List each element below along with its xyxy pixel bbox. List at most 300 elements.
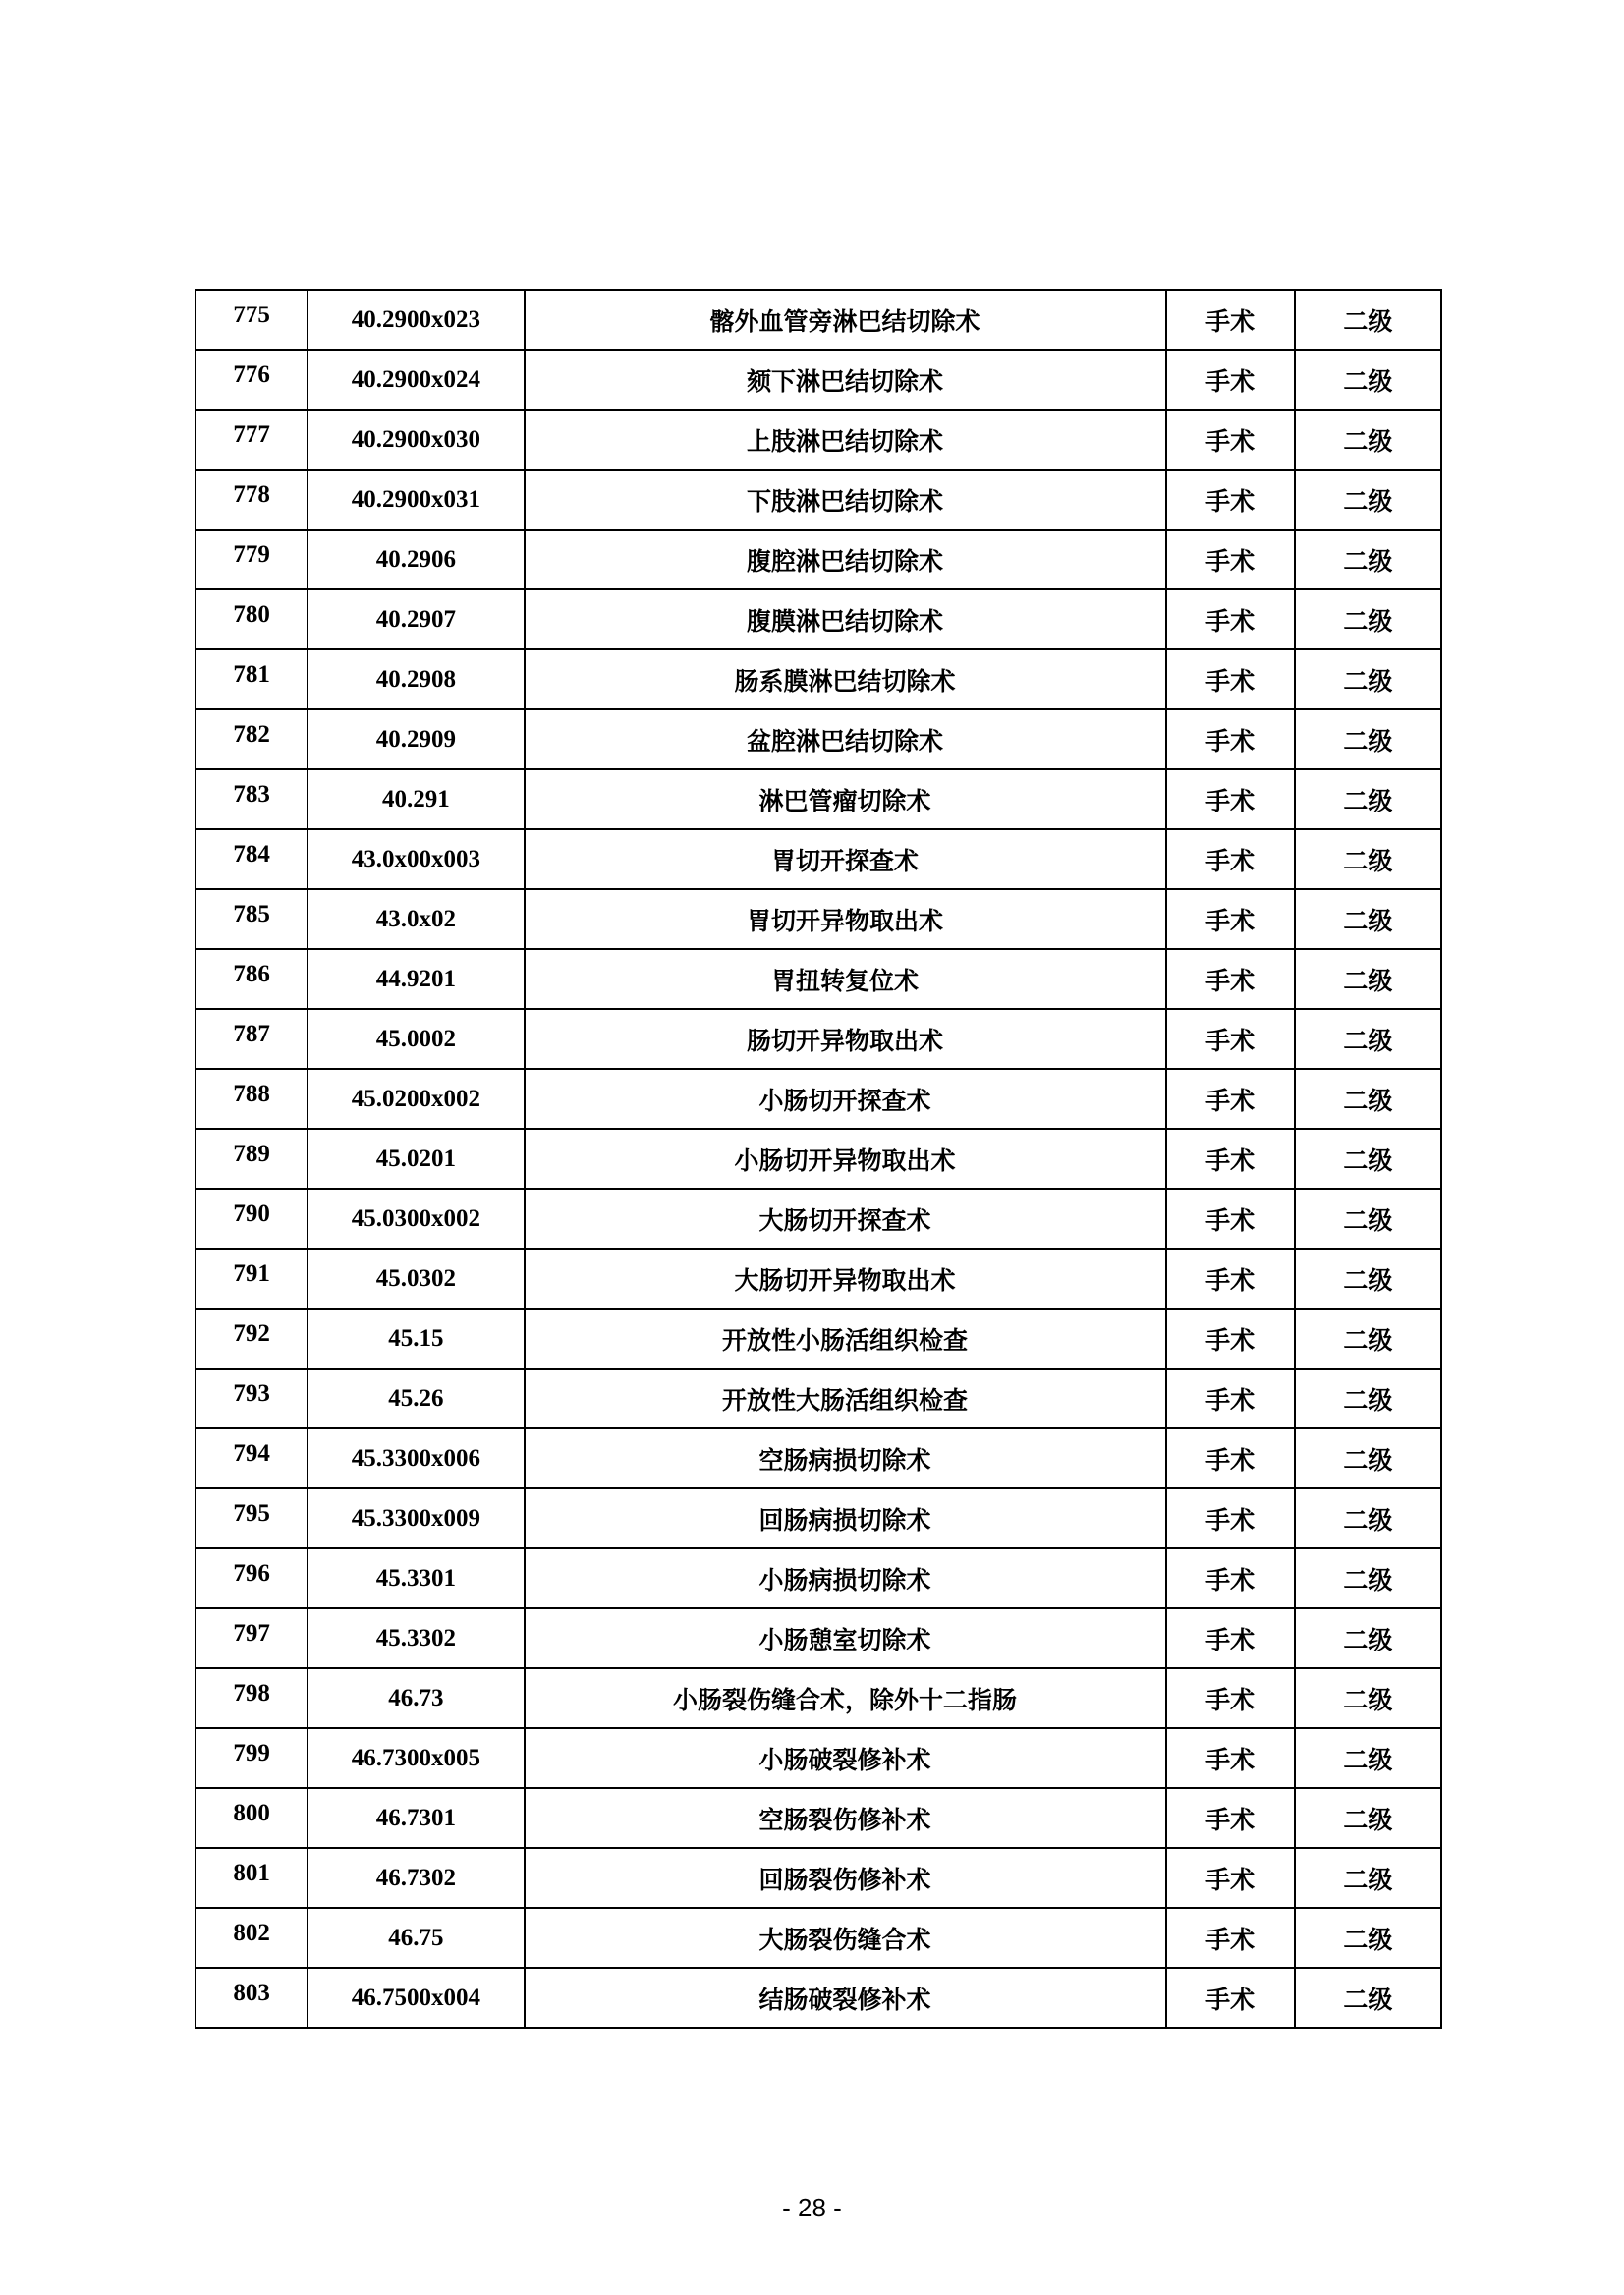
procedure-code-text: 46.75 — [388, 1924, 444, 1951]
procedure-level-cell — [1295, 1129, 1441, 1189]
table-row — [196, 829, 1441, 889]
procedure-level-text: 二级 — [1343, 786, 1393, 815]
procedure-code-cell — [308, 1309, 524, 1369]
row-number-text: 786 — [233, 960, 270, 987]
row-number-text: 780 — [233, 600, 270, 628]
procedure-name-text: 小肠病损切除术 — [758, 1565, 931, 1595]
procedure-level-text: 二级 — [1343, 1086, 1393, 1115]
procedure-level-cell — [1295, 1548, 1441, 1608]
row-number-text: 793 — [233, 1379, 270, 1407]
procedure-name-cell — [525, 589, 1166, 649]
procedure-level-text: 二级 — [1343, 1445, 1393, 1475]
procedure-type-cell — [1166, 1908, 1295, 1968]
procedure-code-cell — [308, 410, 524, 470]
table-row — [196, 290, 1441, 350]
procedure-code-text: 46.7500x004 — [351, 1984, 480, 2011]
procedure-type-text: 手术 — [1205, 1445, 1256, 1475]
procedure-type-text: 手术 — [1205, 1325, 1256, 1355]
procedure-code-cell — [308, 1428, 524, 1488]
table-row — [196, 889, 1441, 949]
procedure-name-cell — [525, 350, 1166, 410]
procedure-name-text: 上肢淋巴结切除术 — [747, 426, 944, 456]
procedure-code-cell — [308, 889, 524, 949]
procedure-type-cell — [1166, 1249, 1295, 1309]
procedure-level-text: 二级 — [1343, 1385, 1393, 1415]
table-row — [196, 1309, 1441, 1369]
procedure-type-text: 手术 — [1205, 1865, 1256, 1894]
procedure-name-text: 小肠破裂修补术 — [758, 1745, 931, 1774]
row-number-cell — [196, 530, 308, 589]
procedure-type-cell — [1166, 649, 1295, 709]
procedure-name-cell — [525, 1309, 1166, 1369]
row-number-cell — [196, 1189, 308, 1249]
procedure-name-text: 小肠切开探查术 — [758, 1086, 931, 1115]
row-number-text: 785 — [233, 900, 270, 927]
procedure-type-cell — [1166, 530, 1295, 589]
procedure-name-cell — [525, 1129, 1166, 1189]
procedure-level-cell — [1295, 1728, 1441, 1788]
row-number-cell — [196, 470, 308, 530]
row-number-text: 801 — [233, 1859, 270, 1886]
procedure-code-text: 40.2909 — [375, 725, 456, 753]
procedure-code-cell — [308, 530, 524, 589]
procedure-level-cell — [1295, 1848, 1441, 1908]
procedure-type-cell — [1166, 589, 1295, 649]
procedure-code-text: 46.73 — [388, 1684, 444, 1711]
procedure-code-text: 40.2900x030 — [351, 425, 480, 453]
procedure-code-text: 45.15 — [388, 1324, 444, 1352]
procedure-name-text: 胃切开异物取出术 — [747, 906, 944, 935]
row-number-text: 795 — [233, 1499, 270, 1527]
procedure-code-cell — [308, 290, 524, 350]
procedure-code-cell — [308, 1848, 524, 1908]
procedure-level-cell — [1295, 1608, 1441, 1668]
procedure-type-cell — [1166, 1309, 1295, 1369]
row-number-text: 792 — [233, 1319, 270, 1347]
procedure-code-cell — [308, 1608, 524, 1668]
procedure-name-cell — [525, 1668, 1166, 1728]
procedure-code-text: 43.0x02 — [375, 905, 456, 932]
row-number-text: 781 — [233, 660, 270, 688]
row-number-text: 775 — [233, 301, 270, 328]
procedure-table — [195, 289, 1442, 2029]
procedure-code-text: 45.0002 — [375, 1025, 456, 1052]
procedure-code-text: 45.3301 — [375, 1564, 456, 1592]
row-number-cell — [196, 1369, 308, 1428]
row-number-cell — [196, 1009, 308, 1069]
procedure-type-cell — [1166, 709, 1295, 769]
procedure-level-cell — [1295, 410, 1441, 470]
procedure-code-cell — [308, 1009, 524, 1069]
row-number-text: 776 — [233, 361, 270, 388]
table-row — [196, 1009, 1441, 1069]
procedure-name-cell — [525, 530, 1166, 589]
procedure-level-text: 二级 — [1343, 1865, 1393, 1894]
procedure-level-cell — [1295, 1668, 1441, 1728]
procedure-name-text: 小肠切开异物取出术 — [734, 1146, 956, 1175]
table-row — [196, 649, 1441, 709]
row-number-cell — [196, 829, 308, 889]
row-number-cell — [196, 350, 308, 410]
procedure-name-text: 腹腔淋巴结切除术 — [747, 546, 944, 576]
procedure-level-text: 二级 — [1343, 1925, 1393, 1954]
table-row — [196, 1488, 1441, 1548]
row-number-text: 779 — [233, 540, 270, 568]
procedure-level-cell — [1295, 1968, 1441, 2028]
procedure-level-cell — [1295, 470, 1441, 530]
procedure-level-text: 二级 — [1343, 606, 1393, 636]
procedure-name-cell — [525, 1369, 1166, 1428]
procedure-code-text: 40.2908 — [375, 665, 456, 693]
procedure-type-text: 手术 — [1205, 426, 1256, 456]
procedure-type-cell — [1166, 1009, 1295, 1069]
procedure-name-text: 开放性小肠活组织检查 — [722, 1325, 969, 1355]
procedure-name-text: 下肢淋巴结切除术 — [747, 486, 944, 516]
procedure-type-text: 手术 — [1205, 1505, 1256, 1535]
row-number-cell — [196, 1728, 308, 1788]
row-number-text: 789 — [233, 1140, 270, 1167]
procedure-name-text: 肠系膜淋巴结切除术 — [734, 666, 956, 696]
procedure-name-cell — [525, 470, 1166, 530]
procedure-name-cell — [525, 1488, 1166, 1548]
procedure-level-text: 二级 — [1343, 1625, 1393, 1654]
table-row — [196, 1728, 1441, 1788]
procedure-code-text: 45.3302 — [375, 1624, 456, 1651]
procedure-code-text: 40.2900x031 — [351, 485, 480, 513]
procedure-level-text: 二级 — [1343, 1565, 1393, 1595]
procedure-type-cell — [1166, 1548, 1295, 1608]
row-number-cell — [196, 1968, 308, 2028]
procedure-level-text: 二级 — [1343, 1985, 1393, 2014]
row-number-text: 800 — [233, 1799, 270, 1826]
table-row — [196, 1968, 1441, 2028]
procedure-type-cell — [1166, 1848, 1295, 1908]
procedure-name-cell — [525, 1249, 1166, 1309]
procedure-code-text: 45.26 — [388, 1384, 444, 1412]
procedure-name-cell — [525, 709, 1166, 769]
procedure-code-cell — [308, 350, 524, 410]
procedure-code-cell — [308, 1668, 524, 1728]
procedure-name-text: 小肠裂伤缝合术，除外十二指肠 — [673, 1685, 1018, 1714]
procedure-code-cell — [308, 709, 524, 769]
procedure-name-cell — [525, 1728, 1166, 1788]
procedure-type-text: 手术 — [1205, 1925, 1256, 1954]
row-number-cell — [196, 1668, 308, 1728]
procedure-name-text: 胃切开探查术 — [771, 846, 920, 875]
procedure-code-cell — [308, 1069, 524, 1129]
table-row — [196, 1129, 1441, 1189]
row-number-cell — [196, 1488, 308, 1548]
procedure-name-text: 盆腔淋巴结切除术 — [747, 726, 944, 756]
row-number-text: 791 — [233, 1259, 270, 1287]
procedure-code-cell — [308, 769, 524, 829]
row-number-text: 802 — [233, 1919, 270, 1946]
procedure-type-text: 手术 — [1205, 1985, 1256, 2014]
table-row — [196, 1249, 1441, 1309]
procedure-table-body — [196, 290, 1441, 2028]
row-number-cell — [196, 1129, 308, 1189]
procedure-name-text: 回肠裂伤修补术 — [758, 1865, 931, 1894]
procedure-level-text: 二级 — [1343, 1325, 1393, 1355]
procedure-type-text: 手术 — [1205, 1385, 1256, 1415]
procedure-code-text: 45.0302 — [375, 1264, 456, 1292]
table-row — [196, 1069, 1441, 1129]
procedure-level-text: 二级 — [1343, 1505, 1393, 1535]
row-number-text: 782 — [233, 720, 270, 748]
procedure-type-cell — [1166, 1129, 1295, 1189]
procedure-type-text: 手术 — [1205, 726, 1256, 756]
procedure-level-cell — [1295, 530, 1441, 589]
procedure-type-cell — [1166, 1728, 1295, 1788]
procedure-code-cell — [308, 1968, 524, 2028]
page-number: - 28 - — [782, 2193, 842, 2222]
row-number-text: 788 — [233, 1080, 270, 1107]
procedure-name-cell — [525, 1069, 1166, 1129]
table-row — [196, 589, 1441, 649]
row-number-cell — [196, 1548, 308, 1608]
procedure-type-text: 手术 — [1205, 1205, 1256, 1235]
procedure-code-text: 45.3300x009 — [351, 1504, 480, 1532]
table-row — [196, 1428, 1441, 1488]
procedure-name-cell — [525, 769, 1166, 829]
table-row — [196, 1908, 1441, 1968]
procedure-code-text: 40.2900x024 — [351, 365, 480, 393]
procedure-level-text: 二级 — [1343, 966, 1393, 995]
procedure-code-text: 45.0300x002 — [351, 1204, 480, 1232]
table-row — [196, 709, 1441, 769]
procedure-code-cell — [308, 1908, 524, 1968]
procedure-type-text: 手术 — [1205, 1805, 1256, 1834]
procedure-code-cell — [308, 649, 524, 709]
procedure-type-cell — [1166, 470, 1295, 530]
procedure-code-text: 45.0200x002 — [351, 1085, 480, 1112]
procedure-code-cell — [308, 1189, 524, 1249]
procedure-name-text: 回肠病损切除术 — [758, 1505, 931, 1535]
procedure-type-cell — [1166, 1968, 1295, 2028]
procedure-code-cell — [308, 1488, 524, 1548]
procedure-level-cell — [1295, 1069, 1441, 1129]
procedure-level-text: 二级 — [1343, 1265, 1393, 1295]
table-row — [196, 949, 1441, 1009]
procedure-type-text: 手术 — [1205, 1146, 1256, 1175]
row-number-cell — [196, 889, 308, 949]
procedure-code-text: 44.9201 — [375, 965, 456, 992]
procedure-type-text: 手术 — [1205, 1745, 1256, 1774]
procedure-level-cell — [1295, 889, 1441, 949]
procedure-level-text: 二级 — [1343, 426, 1393, 456]
procedure-type-cell — [1166, 829, 1295, 889]
procedure-name-text: 结肠破裂修补术 — [758, 1985, 931, 2014]
procedure-code-cell — [308, 470, 524, 530]
procedure-type-cell — [1166, 769, 1295, 829]
procedure-type-text: 手术 — [1205, 1086, 1256, 1115]
procedure-level-cell — [1295, 1369, 1441, 1428]
procedure-name-cell — [525, 649, 1166, 709]
table-row — [196, 410, 1441, 470]
procedure-level-cell — [1295, 290, 1441, 350]
table-row — [196, 350, 1441, 410]
procedure-name-cell — [525, 1189, 1166, 1249]
procedure-type-cell — [1166, 1369, 1295, 1428]
procedure-type-cell — [1166, 1069, 1295, 1129]
procedure-code-text: 46.7301 — [375, 1804, 456, 1831]
procedure-level-text: 二级 — [1343, 546, 1393, 576]
procedure-type-text: 手术 — [1205, 906, 1256, 935]
procedure-level-cell — [1295, 1309, 1441, 1369]
procedure-type-text: 手术 — [1205, 786, 1256, 815]
row-number-text: 799 — [233, 1739, 270, 1766]
procedure-code-text: 45.3300x006 — [351, 1444, 480, 1472]
procedure-name-text: 颏下淋巴结切除术 — [747, 366, 944, 396]
procedure-type-text: 手术 — [1205, 486, 1256, 516]
procedure-type-cell — [1166, 1189, 1295, 1249]
procedure-code-cell — [308, 1548, 524, 1608]
procedure-level-cell — [1295, 769, 1441, 829]
procedure-code-text: 40.291 — [381, 785, 450, 812]
row-number-text: 796 — [233, 1559, 270, 1587]
row-number-text: 777 — [233, 420, 270, 448]
procedure-name-text: 胃扭转复位术 — [771, 966, 920, 995]
procedure-type-cell — [1166, 1608, 1295, 1668]
row-number-text: 790 — [233, 1200, 270, 1227]
procedure-type-cell — [1166, 1788, 1295, 1848]
procedure-name-text: 开放性大肠活组织检查 — [722, 1385, 969, 1415]
row-number-text: 778 — [233, 480, 270, 508]
procedure-level-cell — [1295, 1908, 1441, 1968]
procedure-name-text: 髂外血管旁淋巴结切除术 — [709, 307, 980, 336]
procedure-code-text: 45.0201 — [375, 1145, 456, 1172]
procedure-code-cell — [308, 1249, 524, 1309]
procedure-type-text: 手术 — [1205, 307, 1256, 336]
procedure-type-text: 手术 — [1205, 1685, 1256, 1714]
row-number-cell — [196, 769, 308, 829]
procedure-name-cell — [525, 1608, 1166, 1668]
procedure-level-text: 二级 — [1343, 486, 1393, 516]
procedure-code-cell — [308, 589, 524, 649]
procedure-name-cell — [525, 1428, 1166, 1488]
procedure-type-cell — [1166, 410, 1295, 470]
table-row — [196, 1668, 1441, 1728]
procedure-type-cell — [1166, 1428, 1295, 1488]
procedure-name-cell — [525, 290, 1166, 350]
procedure-name-cell — [525, 1009, 1166, 1069]
procedure-code-cell — [308, 829, 524, 889]
table-row — [196, 1848, 1441, 1908]
procedure-type-cell — [1166, 350, 1295, 410]
row-number-cell — [196, 1249, 308, 1309]
row-number-text: 797 — [233, 1619, 270, 1647]
procedure-level-cell — [1295, 589, 1441, 649]
procedure-level-cell — [1295, 1249, 1441, 1309]
procedure-type-text: 手术 — [1205, 606, 1256, 636]
procedure-level-text: 二级 — [1343, 906, 1393, 935]
procedure-level-text: 二级 — [1343, 1745, 1393, 1774]
procedure-name-text: 肠切开异物取出术 — [747, 1026, 944, 1055]
procedure-level-cell — [1295, 949, 1441, 1009]
table-row — [196, 769, 1441, 829]
row-number-text: 794 — [233, 1439, 270, 1467]
procedure-type-cell — [1166, 949, 1295, 1009]
procedure-level-text: 二级 — [1343, 366, 1393, 396]
row-number-text: 783 — [233, 780, 270, 808]
procedure-level-cell — [1295, 1189, 1441, 1249]
procedure-name-text: 大肠切开探查术 — [758, 1205, 931, 1235]
procedure-type-text: 手术 — [1205, 666, 1256, 696]
row-number-text: 784 — [233, 840, 270, 868]
procedure-level-text: 二级 — [1343, 1685, 1393, 1714]
procedure-level-cell — [1295, 1009, 1441, 1069]
procedure-code-cell — [308, 1129, 524, 1189]
procedure-level-cell — [1295, 350, 1441, 410]
procedure-type-text: 手术 — [1205, 846, 1256, 875]
procedure-name-text: 小肠憩室切除术 — [758, 1625, 931, 1654]
procedure-type-text: 手术 — [1205, 1625, 1256, 1654]
procedure-code-text: 40.2907 — [375, 605, 456, 633]
procedure-name-text: 大肠裂伤缝合术 — [758, 1925, 931, 1954]
procedure-level-text: 二级 — [1343, 307, 1393, 336]
row-number-cell — [196, 589, 308, 649]
procedure-type-cell — [1166, 1668, 1295, 1728]
row-number-cell — [196, 290, 308, 350]
row-number-cell — [196, 1069, 308, 1129]
procedure-level-text: 二级 — [1343, 1205, 1393, 1235]
procedure-level-text: 二级 — [1343, 1805, 1393, 1834]
procedure-type-cell — [1166, 290, 1295, 350]
procedure-type-text: 手术 — [1205, 1565, 1256, 1595]
procedure-code-cell — [308, 1728, 524, 1788]
row-number-cell — [196, 1848, 308, 1908]
procedure-type-text: 手术 — [1205, 1026, 1256, 1055]
row-number-cell — [196, 1608, 308, 1668]
procedure-level-cell — [1295, 829, 1441, 889]
procedure-code-text: 40.2900x023 — [351, 306, 480, 333]
row-number-cell — [196, 1428, 308, 1488]
table-row — [196, 470, 1441, 530]
procedure-type-text: 手术 — [1205, 1265, 1256, 1295]
procedure-level-text: 二级 — [1343, 1146, 1393, 1175]
procedure-name-text: 空肠病损切除术 — [758, 1445, 931, 1475]
row-number-cell — [196, 1788, 308, 1848]
table-row — [196, 1788, 1441, 1848]
row-number-cell — [196, 709, 308, 769]
procedure-name-cell — [525, 410, 1166, 470]
procedure-name-cell — [525, 1788, 1166, 1848]
row-number-cell — [196, 1309, 308, 1369]
row-number-cell — [196, 410, 308, 470]
procedure-level-text: 二级 — [1343, 666, 1393, 696]
procedure-name-cell — [525, 889, 1166, 949]
row-number-cell — [196, 649, 308, 709]
procedure-level-text: 二级 — [1343, 1026, 1393, 1055]
procedure-name-cell — [525, 1548, 1166, 1608]
row-number-cell — [196, 1908, 308, 1968]
procedure-name-cell — [525, 1848, 1166, 1908]
table-row — [196, 1608, 1441, 1668]
procedure-name-cell — [525, 829, 1166, 889]
procedure-level-text: 二级 — [1343, 726, 1393, 756]
procedure-type-cell — [1166, 1488, 1295, 1548]
row-number-text: 798 — [233, 1679, 270, 1707]
table-row — [196, 1548, 1441, 1608]
procedure-type-text: 手术 — [1205, 546, 1256, 576]
table-row — [196, 1189, 1441, 1249]
procedure-code-text: 46.7300x005 — [351, 1744, 480, 1771]
procedure-name-text: 空肠裂伤修补术 — [758, 1805, 931, 1834]
procedure-code-cell — [308, 1788, 524, 1848]
table-row — [196, 1369, 1441, 1428]
procedure-level-cell — [1295, 1428, 1441, 1488]
procedure-level-cell — [1295, 1488, 1441, 1548]
